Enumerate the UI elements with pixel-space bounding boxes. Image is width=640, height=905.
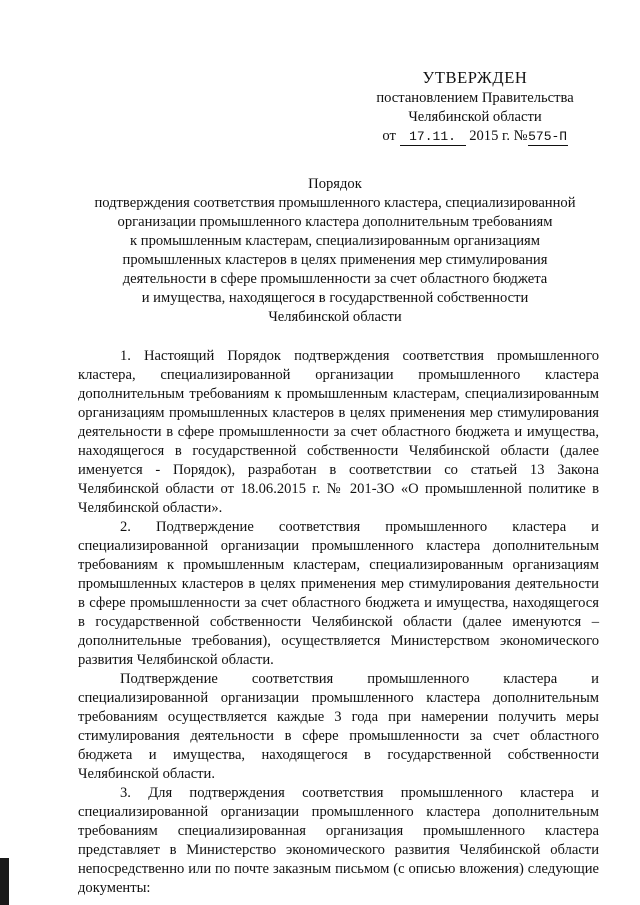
approval-number: 575-П [528, 129, 568, 144]
title-line-6: деятельности в сфере промышленности за счет областного бюджета [122, 271, 548, 287]
title-line-3: организации промышленного кластера дополнительным требованиям [117, 214, 553, 230]
approval-year: 2015 г. [469, 128, 511, 144]
title-line-5: промышленных кластеров в целях применения мер стимулирования [122, 252, 548, 268]
title-line-4: к промышленным кластерам, специализированным организациям [130, 233, 540, 249]
approval-prefix: от [382, 128, 396, 144]
approval-date: 17.11. [400, 129, 466, 146]
title-line-8: Челябинской области [268, 309, 402, 325]
document-title [74, 175, 596, 327]
document-body [78, 347, 599, 898]
title-line-2: подтверждения соответствия промышленного кластера, специализированной [94, 195, 576, 211]
paragraph-2: 2. Подтверждение соответствия промышленного кластера и специализированной организации промышленного кластера дополнительным требованиям к промышленным кластерам, специализированным организациям промышленных кластеров в целях применения мер стимулирования деятельности в сфере промышленности за счет областного бюджета и имущества, находящегося в государственной собственности Челябинской области (далее именуются – дополнительные требования), осуществляется Министерством экономического развития Челябинской области. [78, 519, 599, 668]
approval-number-sign: № [513, 128, 528, 144]
approval-line-1: постановлением Правительства [376, 90, 574, 106]
approval-line-2: Челябинской области [408, 109, 542, 125]
paragraph-1: 1. Настоящий Порядок подтверждения соответствия промышленного кластера, специализированной организации промышленного кластера дополнительным требованиям к промышленным кластерам, специализированным организациям промышленных кластеров в целях применения мер стимулирования деятельности в сфере промышленности за счет областного бюджета и имущества, находящегося в государственной собственности Челябинской области (далее именуется - Порядок), разработан в соответствии со статьей 13 Закона Челябинской области от 18.06.2015 г. № 201-ЗО «О промышленной политике в Челябинской области». [78, 348, 599, 516]
title-line-1: Порядок [308, 176, 362, 192]
paragraph-4: 3. Для подтверждения соответствия промышленного кластера и специализированной организации промышленного кластера дополнительным требованиям специализированная организация промышленного кластера представляет в Министерство экономического развития Челябинской области непосредственно или по почте заказным письмом (с описью вложения) следующие документы: [78, 785, 599, 896]
paragraph-3: Подтверждение соответствия промышленного кластера и специализированной организации промышленного кластера дополнительным требованиям осуществляется каждые 3 года при намерении получить меры стимулирования деятельности в сфере промышленности за счет областного бюджета и имущества, находящегося в государственной собственности Челябинской области. [78, 671, 599, 782]
approval-date-line [366, 127, 584, 146]
approval-heading: УТВЕРЖДЕН [422, 68, 528, 87]
title-line-7: и имущества, находящегося в государственной собственности [141, 290, 529, 306]
approval-stamp [366, 67, 584, 146]
scan-edge-mark [0, 858, 9, 905]
